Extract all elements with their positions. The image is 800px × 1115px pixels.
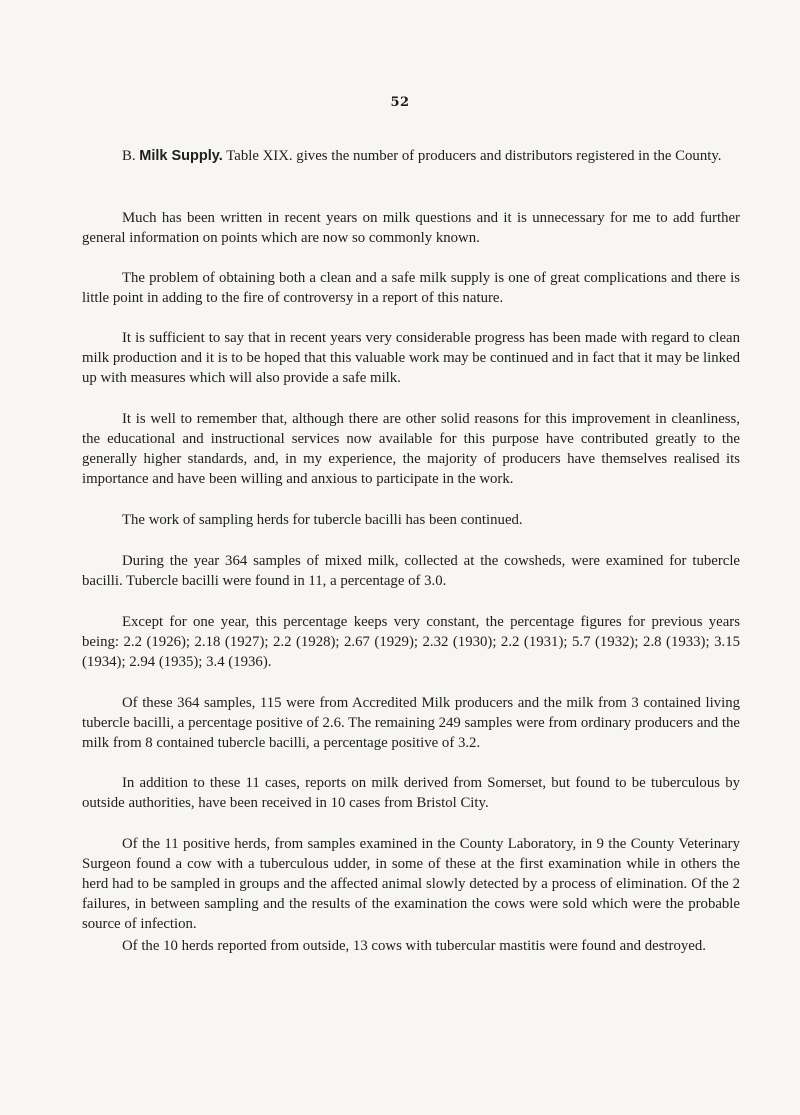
section-intro-text: Table XIX. gives the number of producers and distributors registered in the County. [226,148,722,164]
paragraph: Of these 364 samples, 115 were from Accredited Milk producers and the milk from 3 contained living tubercle bacilli, a percentage positive of 2.6. The remaining 249 samples were from ordinary producers and the milk from 8 contained tubercle bacilli, a percentage positive of 3.2. [82,695,740,751]
paragraph: It is well to remember that, although there are other solid reasons for this improvement in cleanliness, the educational and instructional services now available for this purpose have contributed greatly to the generally higher standards, and, in my experience, the majority of producers have themselves realised its importance and have been willing and anxious to participate in the work. [82,411,740,487]
section-letter: B. [122,148,136,164]
paragraph: During the year 364 samples of mixed milk, collected at the cowsheds, were examined for tubercle bacilli. Tubercle bacilli were found in 11, a percentage of 3.0. [82,553,740,589]
paragraph: Of the 10 herds reported from outside, 13 cows with tubercular mastitis were found and destroyed. [122,938,706,954]
paragraph: The problem of obtaining both a clean and a safe milk supply is one of great complications and there is little point in adding to the fire of controversy in a report of this nature. [82,270,740,306]
paragraph: In addition to these 11 cases, reports on milk derived from Somerset, but found to be tuberculous by outside authorities, have been received in 10 cases from Bristol City. [82,775,740,811]
paragraph: It is sufficient to say that in recent years very considerable progress has been made with regard to clean milk production and it is to be hoped that this valuable work may be continued and in fact that it may be linked up with measures which will also provide a safe milk. [82,330,740,386]
paragraph: Except for one year, this percentage keeps very constant, the percentage figures for previous years being: 2.2 (1926); 2.18 (1927); 2.2 (1928); 2.67 (1929); 2.32 (1930); 2.2 (1931); 5.7 (1932); 2.8 (1933); 3.15 (1934); 2.94 (1935); 3.4 (1936). [82,614,740,670]
section-heading: Milk Supply. [139,148,223,164]
section-intro-paragraph [82,146,740,166]
paragraph: Of the 11 positive herds, from samples examined in the County Laboratory, in 9 the County Veterinary Surgeon found a cow with a tuberculous udder, in some of these at the first examination while in others the herd had to be sampled in groups and the affected animal slowly detected by a process of elimination. Of the 2 failures, in between sampling and the results of the examination the cows were sold which were the probable source of infection. [82,836,740,932]
page-number: 52 [390,95,410,110]
paragraph: Much has been written in recent years on milk questions and it is unnecessary for me to add further general information on points which are now so commonly known. [82,210,740,246]
paragraph: The work of sampling herds for tubercle bacilli has been continued. [122,512,523,528]
